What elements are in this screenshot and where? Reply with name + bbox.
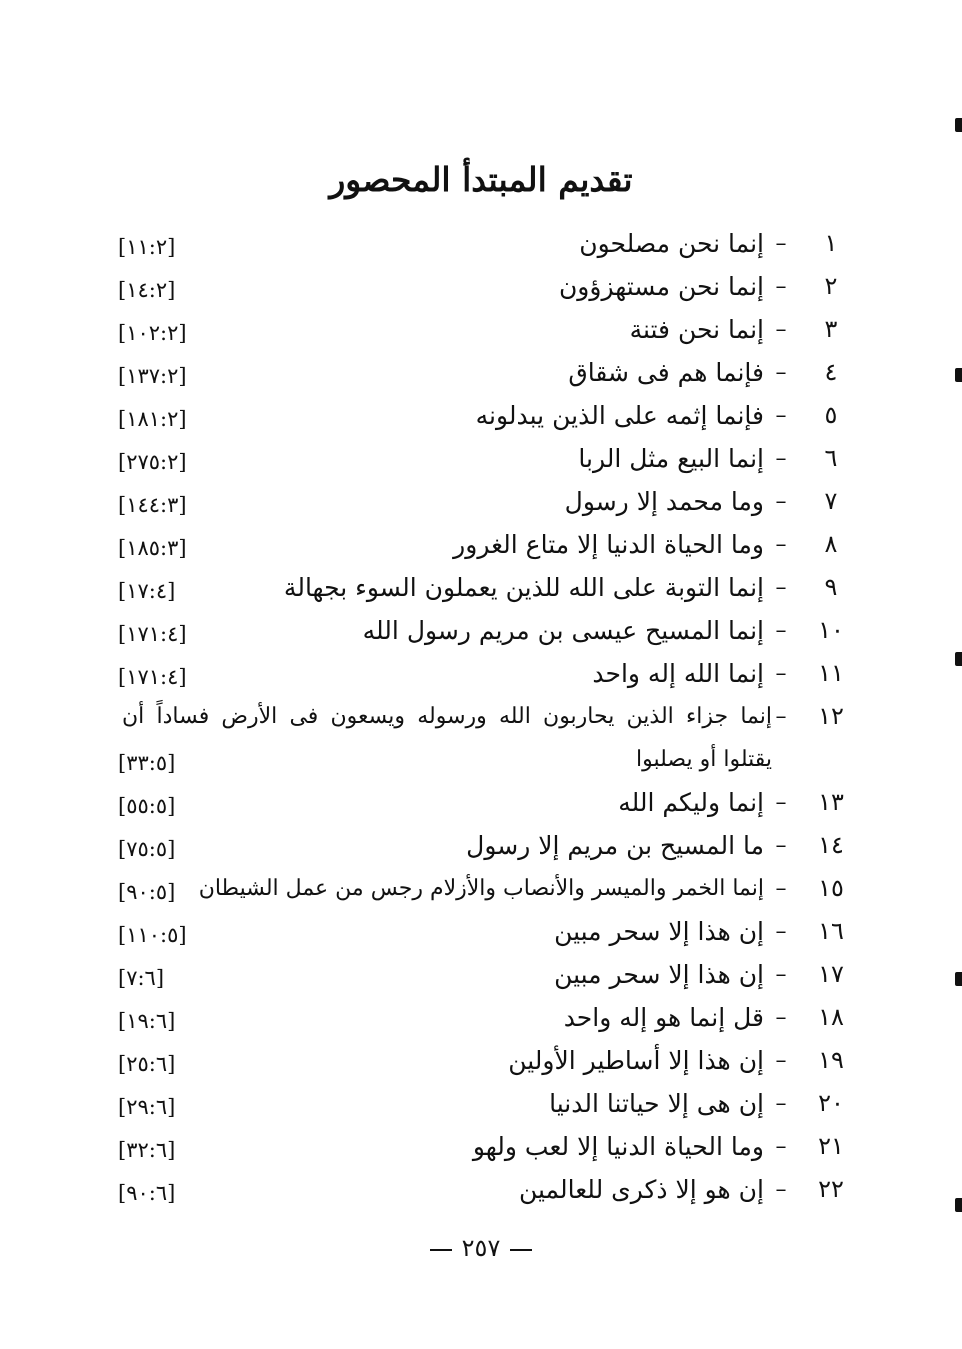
list-item <box>0 351 962 394</box>
entry-number: ٢ <box>824 272 838 300</box>
entry-dash: – <box>775 1134 787 1159</box>
entry-number: ١٣ <box>818 788 844 816</box>
entry-reference: [٢٧٥:٢] <box>118 450 187 474</box>
entry-dash: – <box>775 446 787 471</box>
entry-text: قل إنما هو إله واحد <box>563 1003 764 1032</box>
entry-dash: – <box>775 618 787 643</box>
entry-reference: [١١٠:٥] <box>118 923 187 947</box>
entry-dash: – <box>775 360 787 385</box>
entry-dash: – <box>775 403 787 428</box>
list-item <box>0 910 962 953</box>
entry-dash: – <box>775 962 787 987</box>
list-item <box>0 824 962 867</box>
list-item <box>0 996 962 1039</box>
entry-text: وما الحياة الدنيا إلا لعب ولهو <box>472 1132 764 1161</box>
list-item <box>0 222 962 265</box>
list-item <box>0 652 962 695</box>
list-item <box>0 523 962 566</box>
entry-reference: [٣٢:٦] <box>118 1138 176 1162</box>
entry-reference: [١٠٢:٢] <box>118 321 187 345</box>
entry-reference: [١٣٧:٢] <box>118 364 187 388</box>
entry-number: ٢٢ <box>818 1175 844 1203</box>
entry-number: ٥ <box>824 401 838 429</box>
entry-dash: – <box>775 833 787 858</box>
entry-text: إنما الله إله واحد <box>592 659 764 688</box>
entry-dash: – <box>775 790 787 815</box>
entry-dash: – <box>775 1091 787 1116</box>
entry-reference: [٩٠:٦] <box>118 1181 176 1205</box>
entry-text: إنما وليكم الله <box>618 788 764 817</box>
entry-text: إن هذا إلا سحر مبين <box>554 960 764 989</box>
entry-reference: [١٩:٦] <box>118 1009 176 1033</box>
entry-number: ٣ <box>824 315 838 343</box>
entry-number: ١٥ <box>818 874 844 902</box>
entry-reference: [١١:٢] <box>118 235 176 259</box>
list-item <box>0 394 962 437</box>
entry-text: إنما المسيح عيسى بن مريم رسول الله <box>362 616 764 645</box>
entry-text: فإنما إثمه على الذين يبدلونه <box>475 401 764 430</box>
entry-dash: – <box>775 1177 787 1202</box>
binding-mark <box>955 972 962 986</box>
entry-text: إنما البيع مثل الربا <box>578 444 764 473</box>
entry-reference: [٩٠:٥] <box>118 880 176 904</box>
list-item <box>0 953 962 996</box>
entry-reference: [٢٥:٦] <box>118 1052 176 1076</box>
list-item <box>0 1125 962 1168</box>
list-item <box>0 566 962 609</box>
entry-dash: – <box>775 1005 787 1030</box>
entry-reference: [١٨٥:٣] <box>118 536 187 560</box>
entry-text: ما المسيح بن مريم إلا رسول <box>466 831 764 860</box>
entry-dash: – <box>775 876 787 901</box>
list-item <box>0 781 962 824</box>
entry-number: ١٠ <box>818 616 844 644</box>
entry-dash: – <box>775 317 787 342</box>
list-item <box>0 867 962 910</box>
entry-dash: – <box>775 661 787 686</box>
entry-number: ٧ <box>824 487 838 515</box>
entry-number: ٦ <box>824 444 838 472</box>
entry-reference: [٧٥:٥] <box>118 837 176 861</box>
entry-number: ٢١ <box>818 1132 844 1160</box>
entry-number: ١٦ <box>818 917 844 945</box>
entry-dash: – <box>775 919 787 944</box>
list-item <box>0 609 962 652</box>
list-item <box>0 308 962 351</box>
binding-mark <box>955 118 962 132</box>
entry-text: إنما نحن مصلحون <box>579 229 764 258</box>
entry-reference: [١٤:٢] <box>118 278 176 302</box>
entry-number: ١٢ <box>818 702 844 730</box>
entry-text: إنما جزاء الذين يحاربون الله ورسوله ويسعون فى الأرض فساداً أن يقتلوا أو يصلبوا <box>122 704 772 772</box>
entry-text: وما محمد إلا رسول <box>564 487 764 516</box>
entry-text: إن هو إلا ذكرى للعالمين <box>518 1175 764 1204</box>
list-item <box>0 480 962 523</box>
page-number-dash-left <box>510 1249 532 1251</box>
entry-number: ٢٠ <box>818 1089 844 1117</box>
entry-reference: [١٨١:٢] <box>118 407 187 431</box>
entry-text: إن هى إلا حياتنا الدنيا <box>549 1089 764 1118</box>
entry-reference: [٧:٦] <box>118 966 165 990</box>
entry-dash: – <box>775 231 787 256</box>
entry-text: إنما الخمر والميسر والأنصاب والأزلام رجس من عمل الشيطان <box>198 876 764 901</box>
binding-mark <box>955 368 962 382</box>
entry-reference: [٣٣:٥] <box>118 751 176 775</box>
entry-text: إنما نحن مستهزؤون <box>558 272 764 301</box>
entry-dash: – <box>775 1048 787 1073</box>
entry-text: إن هذا إلا سحر مبين <box>554 917 764 946</box>
list-item <box>0 1168 962 1211</box>
entry-dash: – <box>775 274 787 299</box>
entry-text: إنما التوبة على الله للذين يعملون السوء بجهالة <box>283 573 764 602</box>
entry-reference: [١٧١:٤] <box>118 622 187 646</box>
entry-reference: [٢٩:٦] <box>118 1095 176 1119</box>
entry-reference: [١٤٤:٣] <box>118 493 187 517</box>
binding-mark <box>955 1198 962 1212</box>
entry-number: ١٤ <box>818 831 844 859</box>
entry-dash: – <box>775 489 787 514</box>
entry-reference: [١٧:٤] <box>118 579 176 603</box>
entry-number: ١ <box>824 229 838 257</box>
page-number <box>0 1228 962 1268</box>
entry-text: فإنما هم فى شقاق <box>568 358 764 387</box>
entry-number: ١٨ <box>818 1003 844 1031</box>
list-item <box>0 437 962 480</box>
entry-text: وما الحياة الدنيا إلا متاع الغرور <box>453 530 764 559</box>
entry-dash: – <box>775 532 787 557</box>
binding-mark <box>955 652 962 666</box>
entry-number: ١١ <box>818 659 844 687</box>
list-item <box>0 1039 962 1082</box>
entry-list <box>0 222 962 1212</box>
entry-text: إنما نحن فتنة <box>629 315 764 344</box>
entry-number: ٤ <box>824 358 838 386</box>
page-number-dash-right <box>430 1249 452 1251</box>
entry-number: ٨ <box>824 530 838 558</box>
entry-number: ١٧ <box>818 960 844 988</box>
list-item <box>0 1082 962 1125</box>
entry-number: ٩ <box>824 573 838 601</box>
entry-dash: – <box>775 575 787 600</box>
list-item <box>0 265 962 308</box>
page-number-text: ٢٥٧ <box>461 1234 501 1262</box>
entry-number: ١٩ <box>818 1046 844 1074</box>
entry-reference: [٥٥:٥] <box>118 794 176 818</box>
entry-dash: – <box>775 704 787 729</box>
entry-reference: [١٧١:٤] <box>118 665 187 689</box>
entry-text: إن هذا إلا أساطير الأولين <box>508 1046 764 1075</box>
page-title: تقديم المبتدأ المحصور <box>329 160 633 199</box>
list-item <box>0 695 962 781</box>
